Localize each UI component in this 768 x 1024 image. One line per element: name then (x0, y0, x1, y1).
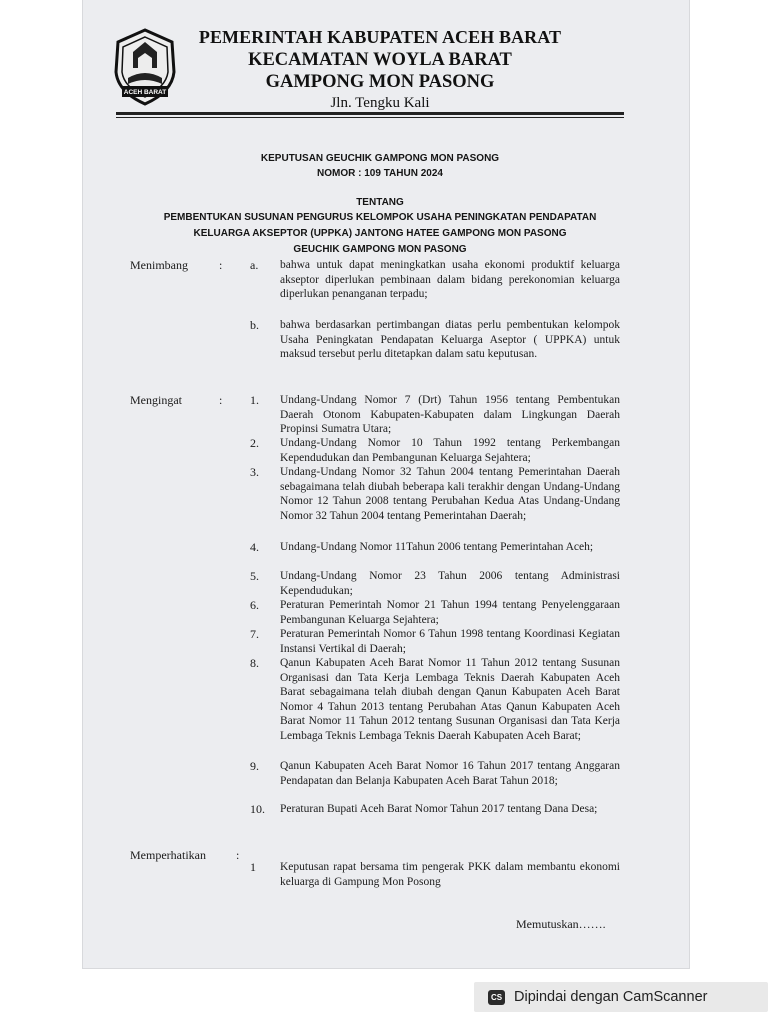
mengingat-mark-2: 2. (250, 436, 259, 450)
decree-about: TENTANG (356, 197, 404, 208)
memperhatikan-label: Memperhatikan (130, 848, 206, 862)
decree-title: KEPUTUSAN GEUCHIK GAMPONG MON PASONG (260, 153, 500, 164)
mengingat-item-7: Peraturan Pemerintah Nomor 6 Tahun 1998 tentang Koordinasi Kegiatan Instansi Vertikal di Daerah; (280, 628, 620, 655)
mengingat-item-8: Qanun Kabupaten Aceh Barat Nomor 11 Tahun 2012 tentang Susunan Organisasi dan Tata Kerja Lembaga Teknis Daerah Kabupaten Aceh Barat sebagaimana telah diubah dengan Qanun Kabupaten Aceh Barat Nomor 4 Tahun 2013 tentang Perubahan Atas Qanun Kabupaten Aceh Barat Nomor 11 Tahun 2012 tentang Susunan Organisasi dan Tata Kerja Lembaga Teknis Lembaga Teknis Daerah Kabupaten Aceh Barat; (280, 657, 620, 742)
camscanner-label: Dipindai dengan CamScanner (514, 989, 708, 1005)
letterhead-line-2: KECAMATAN WOYLA BARAT (248, 50, 512, 70)
letterhead (170, 26, 590, 113)
menimbang-colon: : (219, 258, 223, 272)
mengingat-label: Mengingat (130, 393, 182, 407)
decree-issuer: GEUCHIK GAMPONG MON PASONG (293, 244, 467, 255)
menimbang-item-b: bahwa berdasarkan pertimbangan diatas perlu pembentukan kelompok Usaha Peningkatan Pendapatan Keluarga Aseptor ( UPPKA) untuk maksud tersebut perlu ditetapkan dalam satu keputusan. (280, 319, 620, 361)
camscanner-icon: CS (488, 990, 505, 1005)
mengingat-mark-6: 6. (250, 598, 259, 612)
letterhead-line-1: PEMERINTAH KABUPATEN ACEH BARAT (198, 27, 562, 47)
menimbang-mark-a: a. (250, 258, 259, 272)
menimbang-mark-b: b. (250, 318, 259, 332)
mengingat-item-6: Peraturan Pemerintah Nomor 21 Tahun 1994 tentang Penyelenggaraan Pembangunan Keluarga Sejahtera; (280, 599, 620, 626)
mengingat-mark-10: 10. (250, 802, 265, 816)
letterhead-line-3: GAMPONG MON PASONG (265, 72, 495, 92)
memperhatikan-mark-1: 1 (250, 860, 256, 874)
letterhead-rule-thin (116, 117, 624, 118)
mengingat-item-2: Undang-Undang Nomor 10 Tahun 1992 tentang Perkembangan Kependudukan dan Pembangunan Keluarga Sejahtera; (280, 437, 620, 464)
mengingat-mark-9: 9. (250, 759, 259, 773)
memperhatikan-colon: : (236, 848, 240, 862)
mengingat-item-5: Undang-Undang Nomor 23 Tahun 2006 tentang Administrasi Kependudukan; (280, 570, 620, 597)
mengingat-colon: : (219, 393, 223, 407)
mengingat-item-3: Undang-Undang Nomor 32 Tahun 2004 tentang Pemerintahan Daerah sebagaimana telah diubah beberapa kali terakhir dengan Undang-Undang Nomor 12 Tahun 2008 tentang Perubahan Kedua Atas Undang-Undang Nomor 32 Tahun 2004 tentang Pemerintahan Daerah; (280, 466, 620, 522)
closing-memutuskan: Memutuskan……. (516, 917, 606, 931)
mengingat-item-4: Undang-Undang Nomor 11Tahun 2006 tentang Pemerintahan Aceh; (280, 541, 594, 553)
mengingat-item-10: Peraturan Bupati Aceh Barat Nomor Tahun 2017 tentang Dana Desa; (280, 803, 598, 815)
menimbang-label: Menimbang (130, 258, 188, 272)
mengingat-mark-8: 8. (250, 656, 259, 670)
mengingat-mark-4: 4. (250, 540, 259, 554)
menimbang-item-a: bahwa untuk dapat meningkatkan usaha ekonomi produktif keluarga akseptor diperlukan pembinaan dalam bidang perekonomian keluarga diperlukan penanganan terpadu; (280, 259, 620, 301)
logo-label: ACEH BARAT (123, 89, 167, 96)
mengingat-item-9: Qanun Kabupaten Aceh Barat Nomor 16 Tahun 2017 tentang Anggaran Pendapatan dan Belanja Kabupaten Aceh Barat Tahun 2018; (280, 760, 620, 787)
decree-number: NOMOR : 109 TAHUN 2024 (317, 168, 443, 179)
decree-subject-line-2: KELUARGA AKSEPTOR (UPPKA) JANTONG HATEE GAMPONG MON PASONG (193, 228, 567, 239)
camscanner-watermark (474, 982, 768, 1012)
mengingat-mark-7: 7. (250, 627, 259, 641)
mengingat-mark-1: 1. (250, 393, 259, 407)
decree-subject-line-1: PEMBENTUKAN SUSUNAN PENGURUS KELOMPOK USAHA PENINGKATAN PENDAPATAN (163, 212, 597, 223)
letterhead-rule-thick (116, 112, 624, 115)
letterhead-address: Jln. Tengku Kali (330, 95, 430, 111)
memperhatikan-item-1: Keputusan rapat bersama tim pengerak PKK dalam membantu ekonomi keluarga di Gampung Mon Posong (280, 861, 620, 888)
mengingat-item-1: Undang-Undang Nomor 7 (Drt) Tahun 1956 tentang Pembentukan Daerah Otonom Kabupaten-Kabupaten dalam Lingkungan Daerah Propinsi Sumatra Utara; (280, 394, 620, 436)
mengingat-mark-3: 3. (250, 465, 259, 479)
mengingat-mark-5: 5. (250, 569, 259, 583)
